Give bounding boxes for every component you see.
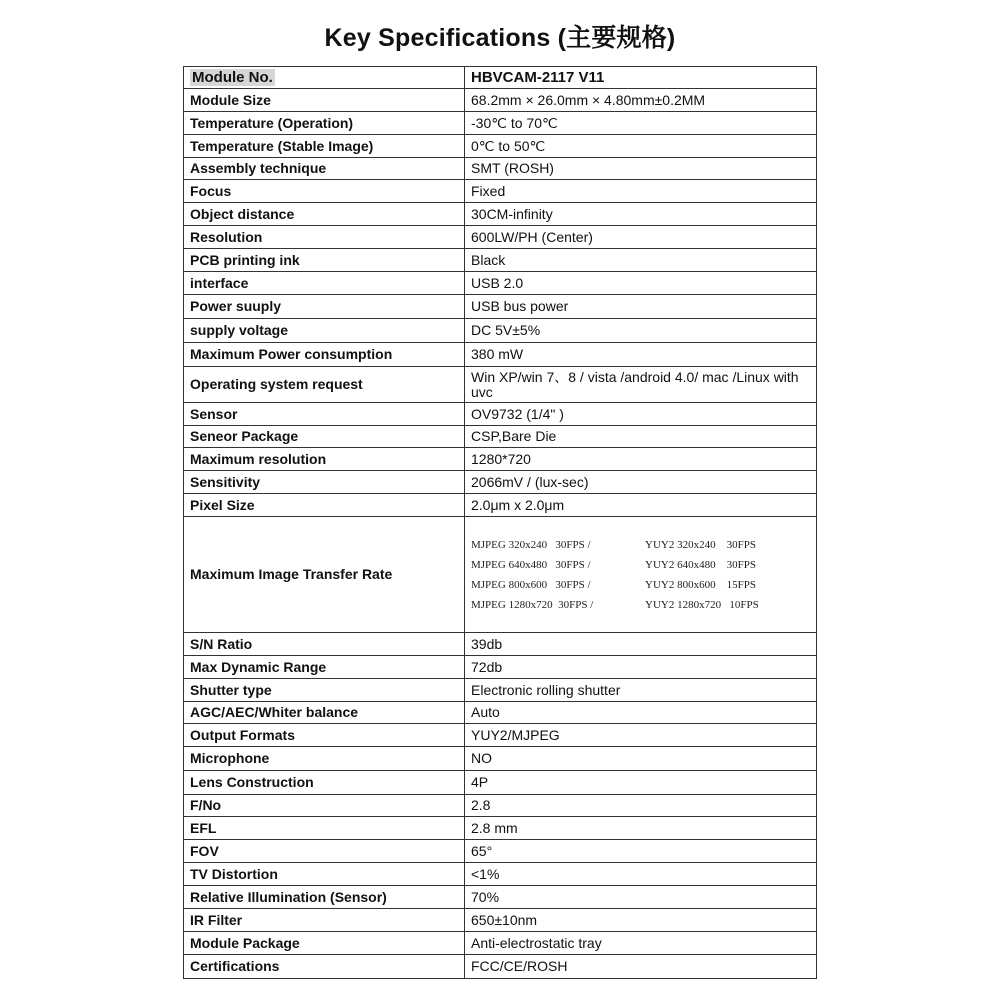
spec-row [184, 403, 817, 426]
spec-value: OV9732 (1/4" ) [465, 403, 817, 426]
mjpeg-rate: MJPEG 320x240 30FPS / [471, 538, 591, 551]
spec-label: Max Dynamic Range [184, 656, 465, 679]
spec-label: Maximum Image Transfer Rate [184, 517, 465, 633]
spec-value: Electronic rolling shutter [465, 679, 817, 702]
spec-label: TV Distortion [184, 863, 465, 886]
spec-row [184, 67, 817, 89]
spec-row [184, 426, 817, 448]
spec-label: Pixel Size [184, 494, 465, 517]
spec-label: Maximum resolution [184, 448, 465, 471]
mjpeg-rate: MJPEG 800x600 30FPS / [471, 578, 591, 591]
spec-row [184, 955, 817, 979]
spec-label: Sensitivity [184, 471, 465, 494]
spec-value: 65° [465, 840, 817, 863]
spec-label: Seneor Package [184, 426, 465, 448]
spec-value: Auto [465, 702, 817, 724]
spec-value: 1280*720 [465, 448, 817, 471]
spec-row [184, 295, 817, 319]
spec-row [184, 367, 817, 403]
spec-row [184, 448, 817, 471]
spec-label: FOV [184, 840, 465, 863]
spec-value: Anti-electrostatic tray [465, 932, 817, 955]
spec-row [184, 226, 817, 249]
spec-label: supply voltage [184, 319, 465, 343]
spec-label: Operating system request [184, 367, 465, 403]
spec-value: YUY2/MJPEG [465, 724, 817, 747]
spec-row [184, 272, 817, 295]
spec-row [184, 343, 817, 367]
spec-label: Object distance [184, 203, 465, 226]
spec-value: 650±10nm [465, 909, 817, 932]
spec-label: EFL [184, 817, 465, 840]
spec-label: Output Formats [184, 724, 465, 747]
spec-value: 0℃ to 50℃ [465, 135, 817, 158]
spec-row [184, 249, 817, 272]
spec-value: FCC/CE/ROSH [465, 955, 817, 979]
spec-label: Resolution [184, 226, 465, 249]
spec-label: Maximum Power consumption [184, 343, 465, 367]
spec-label: Focus [184, 180, 465, 203]
transfer-rate-row [184, 517, 817, 633]
spec-row [184, 863, 817, 886]
spec-label: F/No [184, 795, 465, 817]
spec-value: <1% [465, 863, 817, 886]
spec-label: Module Size [184, 89, 465, 112]
spec-row [184, 494, 817, 517]
spec-value: NO [465, 747, 817, 771]
spec-label: IR Filter [184, 909, 465, 932]
spec-row [184, 633, 817, 656]
spec-label: Microphone [184, 747, 465, 771]
spec-label: Certifications [184, 955, 465, 979]
spec-row [184, 771, 817, 795]
spec-row [184, 158, 817, 180]
spec-value: CSP,Bare Die [465, 426, 817, 448]
spec-value: 72db [465, 656, 817, 679]
spec-label: Temperature (Operation) [184, 112, 465, 135]
spec-row [184, 886, 817, 909]
spec-label: S/N Ratio [184, 633, 465, 656]
page-title: Key Specifications (主要规格) [324, 24, 676, 52]
spec-value: 2.0μm x 2.0μm [465, 494, 817, 517]
spec-label: Power suuply [184, 295, 465, 319]
spec-value: -30℃ to 70℃ [465, 112, 817, 135]
spec-row [184, 724, 817, 747]
spec-value: DC 5V±5% [465, 319, 817, 343]
spec-label [184, 67, 465, 89]
spec-value: 30CM-infinity [465, 203, 817, 226]
spec-value: 380 mW [465, 343, 817, 367]
spec-value: SMT (ROSH) [465, 158, 817, 180]
spec-label: Assembly technique [184, 158, 465, 180]
spec-row [184, 747, 817, 771]
spec-value: 68.2mm × 26.0mm × 4.80mm±0.2MM [465, 89, 817, 112]
mjpeg-rate: MJPEG 1280x720 30FPS / [471, 598, 594, 611]
spec-value: 600LW/PH (Center) [465, 226, 817, 249]
yuy2-rate: YUY2 800x600 15FPS [645, 578, 756, 591]
spec-label: Temperature (Stable Image) [184, 135, 465, 158]
spec-label: AGC/AEC/Whiter balance [184, 702, 465, 724]
spec-label: Shutter type [184, 679, 465, 702]
spec-row [184, 180, 817, 203]
spec-label: PCB printing ink [184, 249, 465, 272]
spec-label: interface [184, 272, 465, 295]
spec-row [184, 702, 817, 724]
yuy2-rate: YUY2 1280x720 10FPS [645, 598, 759, 611]
yuy2-rate: YUY2 320x240 30FPS [645, 538, 756, 551]
spec-row [184, 795, 817, 817]
spec-row [184, 203, 817, 226]
spec-value: USB bus power [465, 295, 817, 319]
spec-row [184, 135, 817, 158]
spec-value: 4P [465, 771, 817, 795]
module-no-label: Module No. [192, 69, 273, 86]
spec-value: 2.8 [465, 795, 817, 817]
spec-value: Black [465, 249, 817, 272]
spec-row [184, 679, 817, 702]
spec-row [184, 89, 817, 112]
spec-value: Win XP/win 7、8 / vista /android 4.0/ mac /Linux with uvc [465, 367, 817, 403]
spec-value: USB 2.0 [465, 272, 817, 295]
spec-row [184, 909, 817, 932]
spec-value: 2.8 mm [465, 817, 817, 840]
spec-row [184, 932, 817, 955]
spec-value: 39db [465, 633, 817, 656]
spec-row [184, 817, 817, 840]
mjpeg-rate: MJPEG 640x480 30FPS / [471, 558, 591, 571]
spec-row [184, 319, 817, 343]
spec-value: HBVCAM-2117 V11 [465, 67, 817, 89]
spec-value: 70% [465, 886, 817, 909]
transfer-rate-grid [465, 517, 817, 633]
spec-label: Relative Illumination (Sensor) [184, 886, 465, 909]
spec-value: 2066mV / (lux-sec) [465, 471, 817, 494]
spec-row [184, 656, 817, 679]
yuy2-rate: YUY2 640x480 30FPS [645, 558, 756, 571]
spec-table [183, 66, 817, 979]
spec-row [184, 112, 817, 135]
spec-label: Module Package [184, 932, 465, 955]
spec-row [184, 840, 817, 863]
spec-row [184, 471, 817, 494]
spec-value: Fixed [465, 180, 817, 203]
spec-label: Lens Construction [184, 771, 465, 795]
spec-label: Sensor [184, 403, 465, 426]
